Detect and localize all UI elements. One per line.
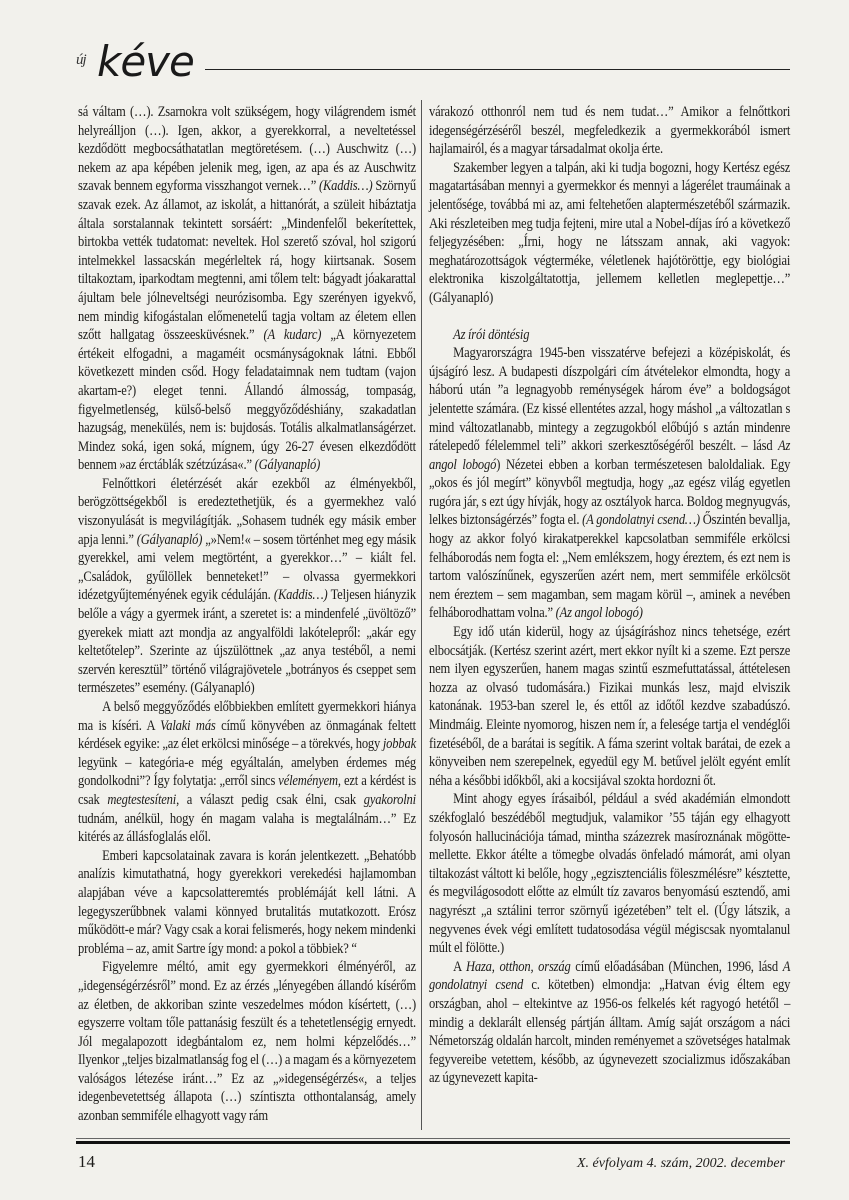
italic-text: gyakorolni [363,791,416,808]
text-run: , a választ pedig csak élni, csak [176,791,364,808]
text-run: Szörnyű szavak ezek. Az államot, az iskolát, a hittanórát, a szüleit hibáztatja általa sorstalannak tekintett sorsáért: „Mindenfelől bekerítettek, birtokba vették tudatomat: neveltek. Hol szerető szóval, hol szigorú intelmekkel lassacskán megérleltek rá, hogy kiirtsanak. Sosem tiltakoztam, iparkodtam megtenni, ami tőlem telt: bágyadt jóakarattal ájultam bele jólneveltségi neurózisomba. Egy szerényen igyekvő, nem mindig kifogástalan előmenetelű tagja voltam az életem ellen szőtt hallgatag összeesküvésnek.” [78,178,416,344]
text-run: Emberi kapcsolatainak zavara is korán jelentkezett. „Behatóbb analízis kimutathatná, hogy gyerekkori verekedési hajlamomban alapjában véve a kapcsolatteremtés problémáját kell látni. A legegyszerűbbnek valami könnyed brutalitás mutatkozott. Erósz működött-e már? Vagy csak a korai felismerés, hogy nekem mindenki probléma – az, amit Sartre így mond: a pokol a többiek? “ [78,847,416,957]
italic-text: A gondolatnyi csend [429,958,791,994]
masthead-logo: kéve [97,37,194,86]
footer-rule-thin [76,1138,790,1139]
italic-text: Valaki más [160,717,216,734]
masthead-small-text: új [76,52,86,68]
italic-text: (Gályanapló) [136,531,203,548]
italic-text: (Gályanapló) [254,457,321,474]
text-run: Magyarországra 1945-ben visszatérve befejezi a középiskolát, és újságíró lesz. A budapesti díszpolgári cím átvételekor elmondta, hogy a háború után ”a legnagyobb reménységek három éve” a boldogságot jelentette számára. (Ez kissé ellentétes azzal, hogy máshol „a változatlan s mind változatlanabb, mintegy a zegzugokból előbújó s aztán mindenre rátelepedő félelemmel teli” akkori szerkesztőségéről beszélt. – lásd [429,345,791,455]
right-column [429,103,790,1088]
text-run: című könyvében az önmagának feltett kérdések egyike: „az élet erkölcsi minősége – a törekvés, hogy [78,717,416,753]
left-column [78,103,416,1126]
paragraph [78,958,416,1125]
text-run: „A környezetem értékeit elfogadni, a magaméit ocsmányságoknak látni. Ebből következett minden csőd. Hogy feladataimnak nem tudtam (vajon akartam-e?) eleget tenni. Állandó álmosság, tompaság, figyelmetlenség, külső-belső meggyőződéshiány, szakadatlan hazugság, menekülés, nem is: bujdosás. Totális alkalmatlanságérzet. Mindez soká, igen soká, mígnem, úgy 26-27 évesen elkezdődött bennem »az érctáblák szétzúzása«.” [78,327,416,474]
italic-text: (Az angol lobogó) [555,605,643,622]
paragraph [78,103,416,475]
text-run: , ezt a kérdést is csak [78,773,416,808]
text-run: A belső meggyőződés előbbiekben említett gyermekkori hiánya ma is kíséri. A [78,699,416,734]
italic-text: Haza, otthon, ország [465,958,571,975]
italic-text: jobbak [382,736,416,753]
paragraph [429,159,790,308]
paragraph [429,790,790,957]
footer-rule [76,1141,790,1144]
paragraph [78,698,416,847]
paragraph [429,344,790,623]
text-run: „»Nem!« – sosem történhet meg egy másik gyerekkel, ami velem megtörtént, a gyerekkor…” – kiált fel. „Családok, gyűlöllek benneteket!” – olvassa gyermekkori idézetgyűjteményének egyik céduláján. [78,531,416,604]
text-run: legyünk – kategória-e még egyáltalán, amelyben érdemes még gondolkodni”? Így folytatja: „erről sincs [78,754,416,790]
paragraph [429,958,790,1088]
text-run: ) Nézetei ebben a korban természetesen baloldaliak. Egy „okos és jól megírt” könyvből megtudja, hogy „az egész világ egyetlen rugóra jár, s ezt úgy hívják, hogy az osztályok harca. Boldog megnyugvás, lelkes biztonságérzés” fogta el. [429,456,791,529]
page-number: 14 [78,1152,95,1171]
text-run: várakozó otthonról nem tud és nem tudat…” Amikor a felnőttkori idegenségérzéséről beszél, megfeledkezik a gyermekkorából ismert hajlamairól, és a magyar társadalmat okolja érte. [429,104,791,158]
text-run: A [453,958,466,975]
paragraph [78,475,416,698]
italic-text: véleményem [278,773,338,790]
text-run: Őszintén bevallja, hogy az akkor folyó kirakatperekkel kapcsolatban semmiféle erkölcsi felháborodás nem fogta el: „Nem emlékszem, hogy éreztem, és ezt nem is tartom valószínűnek, egyszerűen azért nem, mert semmiféle erkölcsöt nem éreztem – sem magamban, sem magam körül –, aminek a nevében felháborodhattam volna.” [429,512,791,622]
italic-text: Az írói döntésig [453,326,530,343]
paragraph [429,623,790,790]
right-column-text [429,103,790,1088]
italic-text: (Kaddis…) [273,587,328,604]
italic-text: (A kudarc) [263,327,322,344]
column-divider [421,100,422,1130]
text-run: című előadásában (München, 1996, lásd [570,958,783,975]
text-run: Mint ahogy egyes írásaiból, például a svéd akadémián elmondott székfoglaló beszédéből megtudjuk, valamikor ’55 táján egy elhagyott folyosón hallucinációja támad, mintha százezrek masíroznának mögötte-mellette. Ekkor átélte a tömegbe olvadás önfeladó mámorát, ami olyan tiltakozást váltott ki belőle, hogy „egzisztenciális föleszmélésre” késztette, és megvilágosodott előtte az elmúlt tíz zavaros benyomású esztendő, ami nagyrészt „a sztálini terror szörnyű igézetében” telt el. (Úgy látszik, a negyvenes évek végi említett tudatosodása végül mégiscsak nyomtalanul múlt el fölötte.) [429,791,791,957]
italic-text: megtestesíteni [107,791,177,808]
text-run: tudnám, anélkül, hogy én magam valaha is megtalálnám…” Ez kitérés az állásfoglalás elől. [78,810,416,846]
paragraph [78,847,416,959]
text-run: sá váltam (…). Zsarnokra volt szükségem, hogy világrendem ismét helyreálljon (…). Igen, akkor, a gyerekkorral, a neveltetéssel kezdődött megbocsáthatatlan megtöretésem. (…) Auschwitz (…) nekem az apa képében jelenik meg, igen, az apa és az Auschwitz szavak bennem egyforma visszhangot vernek…” [78,104,416,195]
header-rule [205,69,790,70]
text-run: Felnőttkori életérzését akár ezekből az élményekből, berögzöttségekből is eredeztethetjük, és a gyermekhez való viszonyulását is megvilágítják. „Sohasem tudnék egy másik ember apja lenni.” [78,475,416,548]
text-run: Teljesen hiányzik belőle a vágy a gyermek iránt, a szeretet is: a mindenfelé „üvöltöző” gyerekek miatt azt mondja az angyalföldi lakótelepről: „akár egy keltetőtelep”. Szerinte az újszülöttnek „az anya testéből, a nemi szervén keresztül” történő világrajövetele „botrányos és cseppet sem természetes” esemény. (Gályanapló) [78,587,416,697]
section-heading [429,326,790,345]
text-run: c. kötetben) elmondja: „Hatvan évig éltem egy országban, ahol – eltekintve az 1956-os felkelés két ragyogó hetétől – mindig a deklarált ellenség pártján álltam. Amíg saját országom a náci Németország oldalán harcolt, minden reményemet a szövetséges hatalmak fegyvereibe vetettem, később, az úgynevezett szocializmus időszakában az úgynevezett kapita- [429,977,791,1087]
text-run: Szakember legyen a talpán, aki ki tudja bogozni, hogy Kertész egész magatartásában mennyi a gyermekkor és mennyi a lágerélet traumáinak a jelentősége, továbbá mi az, ami feltehetően alaptermészetéből származik. Aki részleteiben meg tudja fejteni, mire utal a Nobel-díjas író a következő feljegyzésében: „Írni, hogy ne látsszam annak, aki vagyok: meghatározottságok végterméke, véletlenek hajótöröttje, egy biológiai elektronika kiszolgáltatottja, jellemem kelletlen meglepettje…” (Gályanapló) [429,159,791,306]
italic-text: (Kaddis…) [318,178,373,195]
paragraph [429,103,790,159]
text-run: Egy idő után kiderül, hogy az újságíráshoz nincs tehetsége, ezért elbocsátják. (Kertész szerint azért, mert ekkor nyílt ki a szeme. Ezt persze nem ilyen egyszerűen, hanem magas szintű eszmefuttatással, áttételesen hozza az olvasó tudomására.) Fizikai munkás lesz, majd elviszik katonának. 1953-ban szerel le, és ettől az időtől kezdve szabadúszó. Mindmáig. Eleinte nyomorog, hiszen nem ír, a felesége tartja el vendéglői fizetéséből, de a barátai is segítik. A fáma szerint voltak barátai, de ezek a könyveiben nem szerepelnek, egyedül egy M. betűvel jelölt egyént említ néha a későbbi időkből, aki a kocsijával szokta hordozni őt. [429,624,791,789]
text-run: Figyelemre méltó, amit egy gyermekkori élményéről, az „idegenségérzésről” mond. Ez az érzés „lényegében állandó kísérőm az életben, de akkoriban szinte veszedelmes módon kísértett, (…) egyszerre voltam tőle pattanásig feszült és a tehetetlenségig ernyedt. Jól megalapozott idegbántalom ez, nem holmi képzelődés…” Ilyenkor „teljes bizalmatlanság fog el (…) a magam és a környezetem valóságos létezése iránt…” Ez az „»idegenségérzés«, a teljes idegenbevetettség állapota (…) színtiszta otthontalanság, amely azonban semmiféle elhagyott vagy rám [78,959,416,1125]
italic-text: (A gondolatnyi csend…) [582,512,700,529]
italic-text: Az angol lobogó [429,438,791,473]
left-column-text [78,103,416,1126]
issue-info: X. évfolyam 4. szám, 2002. december [576,1156,785,1171]
